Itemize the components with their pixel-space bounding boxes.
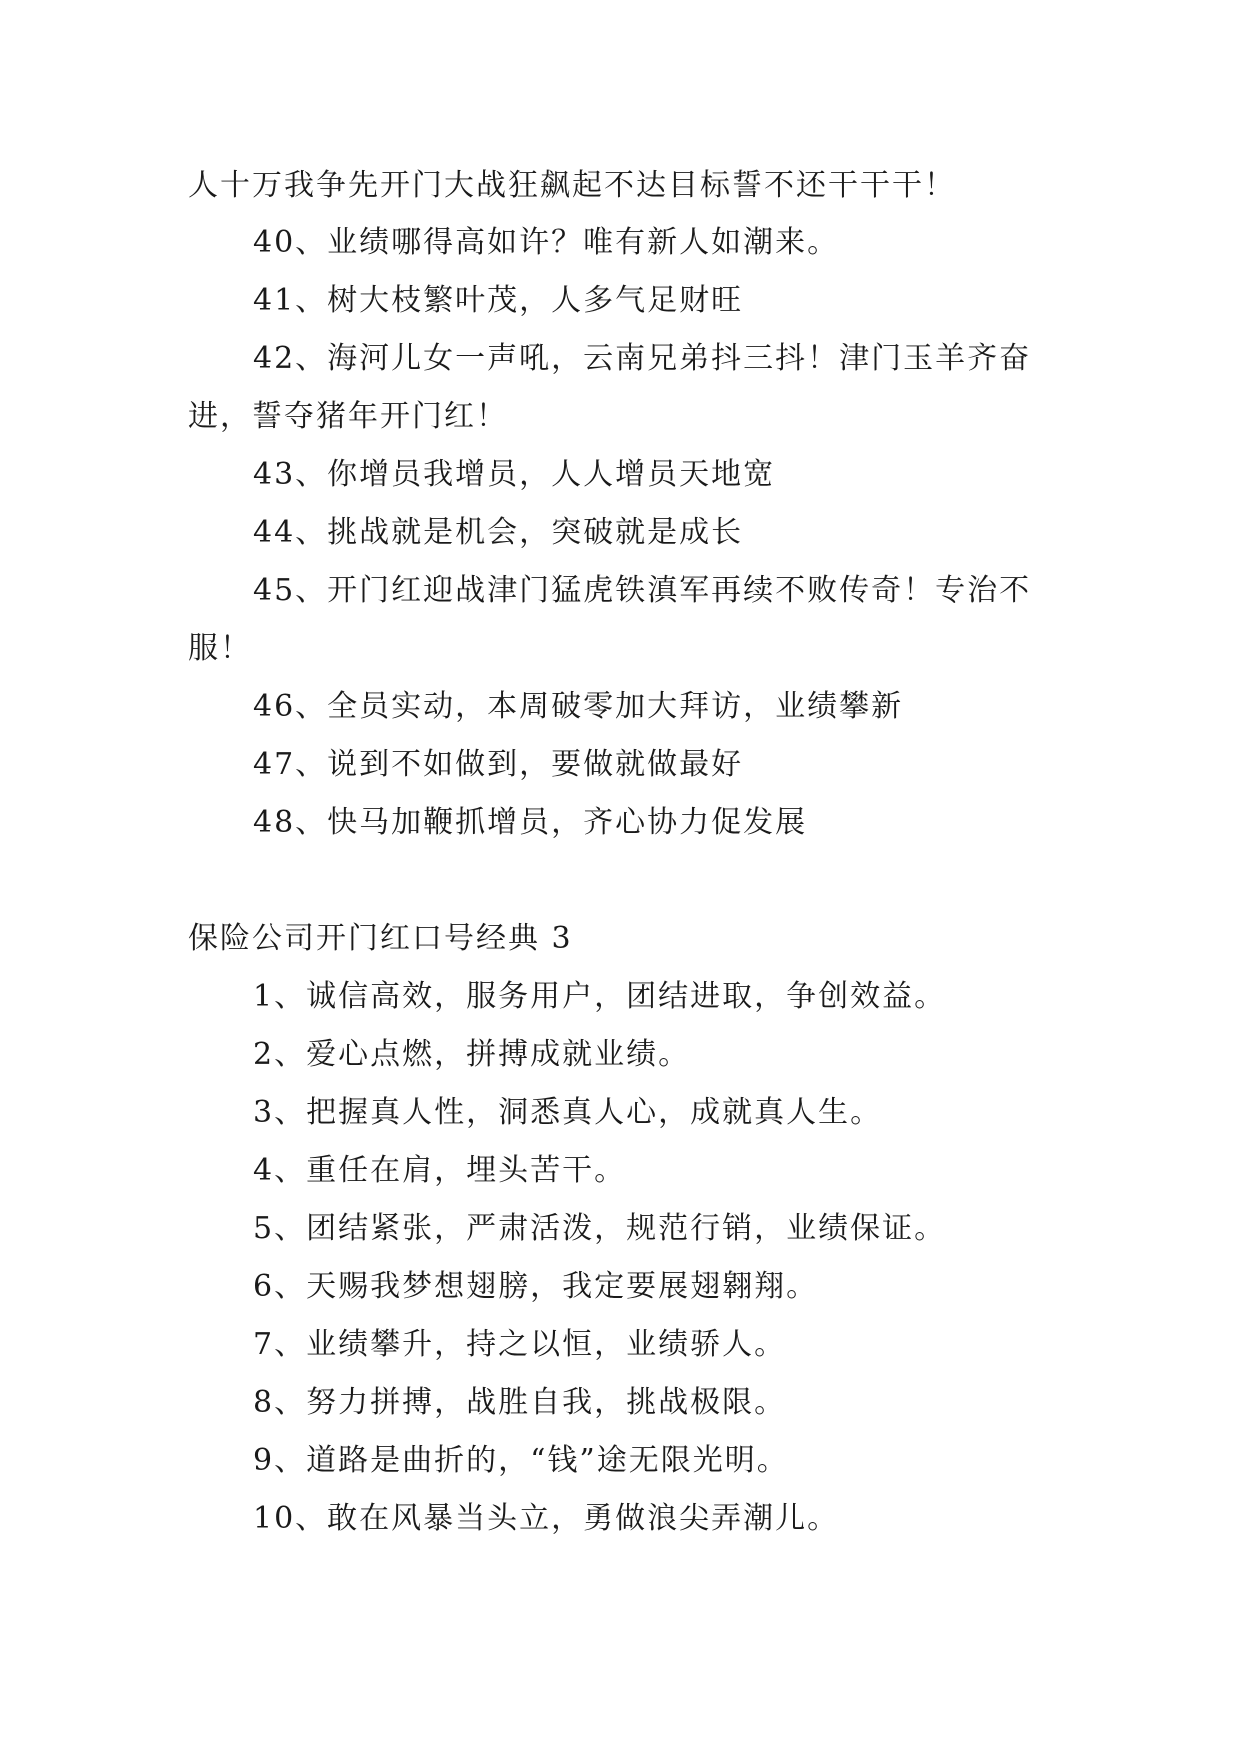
text-line-continuation: 人十万我争先开门大战狂飙起不达目标誓不还干干干！ [188, 168, 956, 203]
list-item-44: 44、挑战就是机会，突破就是成长 [253, 515, 744, 550]
section-item-10: 10、敢在风暴当头立，勇做浪尖弄潮儿。 [253, 1501, 840, 1536]
list-item-45-continuation: 服！ [188, 631, 252, 666]
section-item-1: 1、诚信高效，服务用户，团结进取，争创效益。 [253, 979, 947, 1014]
section-item-8: 8、努力拼搏，战胜自我，挑战极限。 [253, 1385, 787, 1420]
list-item-41: 41、树大枝繁叶茂，人多气足财旺 [253, 283, 744, 318]
section-item-9: 9、道路是曲折的，“钱”途无限光明。 [253, 1443, 789, 1478]
list-item-45: 45、开门红迎战津门猛虎铁滇军再续不败传奇！专治不 [253, 573, 1032, 608]
list-item-47: 47、说到不如做到，要做就做最好 [253, 747, 744, 782]
list-item-40: 40、业绩哪得高如许？唯有新人如潮来。 [253, 225, 840, 260]
section-item-5: 5、团结紧张，严肃活泼，规范行销，业绩保证。 [253, 1211, 947, 1246]
section-item-4: 4、重任在肩，埋头苦干。 [253, 1153, 627, 1188]
list-item-42-continuation: 进，誓夺猪年开门红！ [188, 399, 508, 434]
list-item-46: 46、全员实动，本周破零加大拜访，业绩攀新 [253, 689, 904, 724]
section-item-2: 2、爱心点燃，拼搏成就业绩。 [253, 1037, 691, 1072]
section-item-7: 7、业绩攀升，持之以恒，业绩骄人。 [253, 1327, 787, 1362]
list-item-48: 48、快马加鞭抓增员，齐心协力促发展 [253, 805, 808, 840]
list-item-42: 42、海河儿女一声吼，云南兄弟抖三抖！津门玉羊齐奋 [253, 341, 1032, 376]
list-item-43: 43、你增员我增员，人人增员天地宽 [253, 457, 776, 492]
section-title: 保险公司开门红口号经典 3 [188, 921, 573, 956]
section-item-3: 3、把握真人性，洞悉真人心，成就真人生。 [253, 1095, 883, 1130]
section-item-6: 6、天赐我梦想翅膀，我定要展翅翱翔。 [253, 1269, 819, 1304]
